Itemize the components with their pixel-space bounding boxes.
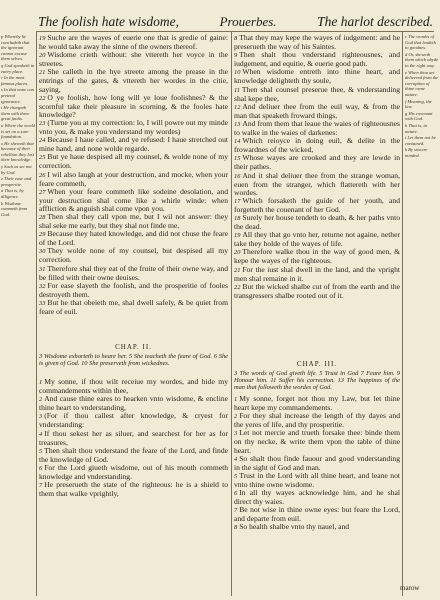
chapter-heading-left: CHAP. II. [115,343,152,351]
verse [39,481,228,498]
verse [39,247,228,264]
verse [234,34,400,51]
verse-text: Then shalt thou vnderstand righteousnes, and iudgement, and equitie, & euerie good path. [234,50,400,69]
verse-text: (For if thou callest after knowledge, & cryest for vnderstanding: [39,411,228,430]
verse-number: 4 [39,430,43,438]
verse [39,136,228,153]
verse [39,51,228,68]
verse-number: 1 [39,379,43,386]
verse-text: Which reioyce in doing euil, & delite in the frowardnes of the wicked, [234,136,400,155]
running-header [38,0,433,30]
margin-note: h That is, in nature. [405,122,427,134]
verse-text: My sonne, if thou wilt receiue my wordes, and hide my commandements within thee, [39,378,228,396]
margin-note: y Such as set not by God. [1,164,32,175]
header-book-title: Prouerbes. [219,14,277,29]
verse-number: 3 [39,413,43,421]
verse-number: 10 [234,69,241,77]
verse-number: 2 [39,396,43,404]
verse [39,119,228,136]
verse-text: Wisdome crieth without: she vttereth her voyce in the streetes. [39,50,228,69]
catchword: marow [400,584,420,592]
verse-text: When wisdome entreth into thine heart, and knowledge delighteth thy soule, [234,67,400,86]
verse-text: Trust in the Lord with all thine heart, and leane not vnto thine owne wisdome. [234,470,400,489]
verse-number: 8 [234,524,238,532]
verse-number: 7 [234,507,238,515]
margin-note: c The wordes of God that leadeth to goodnes. [405,34,436,51]
verse-text: Which forsaketh the guide of her youth, and forgetteth the couenant of her God. [234,195,400,214]
margin-note: r In the most famous places. [1,75,29,86]
chapter-summary-left: 3 Wisdome exhorteth to heare her. 5 She teacheth the feare of God. 6 She is given of God. 10 She preserveth from wickednes. [39,353,228,367]
header-right-title: The harlot described. [317,14,433,29]
verse [234,283,400,300]
verse-text: For the iust shal dwell in the land, and the vpright men shal remaine in it. [234,264,400,283]
header-rule [36,31,434,32]
verse [234,429,400,454]
verse-number: 21 [234,266,241,274]
verse-number: 6 [234,490,238,498]
margin-note: g His covenant with God. [405,110,433,122]
verse-text: And deliuer thee from the euil way, & from the man that speaketh froward things, [234,101,400,120]
right-column-verses-bottom [234,395,400,585]
margin-note: a That is, by diligence. [1,188,24,200]
verse-text: All they that go vnto her, returne not againe, nether take they holde of the wayes of life. [234,230,400,249]
verse-text: Because they hated knowledge, and did not chuse the feare of the Lord. [39,229,228,248]
margin-note: d Or, sheweth them which abyde in the right way. [405,51,439,68]
verse [234,266,400,283]
verse [234,172,400,197]
verse-text: O ye foolish, how long will ye loue foolishnes? & the scornful take their pleasure in scorning, & the fooles hate knowledge? [39,92,228,119]
verse [234,506,400,523]
verse [39,395,228,412]
verse [39,94,228,119]
verse-text: For the Lord giueth wisdome, out of his mouth commeth knowledge and vnderstanding. [39,462,228,482]
verse [234,472,400,489]
verse-text: They wolde none of my counsel, but despised all my correction. [39,246,228,265]
verse-text: Suche are the wayes of euerie one that is gredie of gaine: he would take away the sinne of the owners thereof. [39,34,228,52]
verse-text: I wil also laugh at your destruction, and mocke, when your feare commeth, [39,169,228,188]
verse [234,412,400,429]
verse [234,68,400,85]
margin-note: t He chargeth them with three great faults. [1,105,30,122]
left-column-verses-bottom [39,378,228,590]
verse [234,214,400,231]
verse-text: For they shal increase the length of thy dayes and the yeres of life, and thy prosperitie. [234,411,400,430]
verse [234,86,400,103]
verse [39,282,228,299]
verse-number: 33 [39,299,46,307]
verse [234,51,400,68]
verse [234,103,400,120]
verse [234,154,400,171]
verse-number: 9 [234,52,238,60]
verse [234,395,400,412]
right-margin-rule [402,31,403,596]
verse-text: If thou sekest her as siluer, and searchest for her as for treasures, [39,428,228,447]
verse-number: 24 [39,137,46,145]
verse [39,230,228,247]
verse-text: Whose wayes are crooked and they are lewde in their pathes. [234,153,400,172]
verse [39,447,228,464]
margin-note: b Wisdome commeth from God. [1,200,28,217]
verse [39,188,228,213]
verse-text: That they may kepe the wayes of iudgement: and he preserueth the way of his Saintes. [234,34,400,52]
chapter-summary-right: 3 The words of God giveth life. 5 Trust in God 7 Feare him. 9 Honour him. 11 Suffer his correction. 13 The happines of the man that followeth the wordes of God. [234,370,400,391]
left-margin-rule [36,31,37,596]
verse-number: 17 [234,197,241,205]
verse-text: But the wicked shalbe cut of from the earth and the transgressers shalbe rooted out of it. [234,281,400,300]
verse [234,197,400,214]
verse-number: 12 [234,103,241,111]
verse-number: 32 [39,282,46,290]
verse [234,523,400,532]
verse [234,248,400,265]
verse-text: But he that obeieth me, shal dwell safely, & be quiet from feare of euil. [39,297,228,316]
verse-number: 22 [234,283,241,291]
verse-number: 25 [39,154,46,162]
verse-text: Therefore shal they eat of the fruite of their owne way, and be filled with their owne deuises. [39,263,228,282]
verse-number: 30 [39,248,46,256]
verse [234,231,400,248]
verse-number: 11 [234,86,240,94]
verse-number: 20 [39,52,46,60]
verse-number: 14 [234,138,241,146]
verse-text: And from them that leaue the waies of righteousnes to walke in the waies of darkenes: [234,118,400,138]
right-margin-notes [405,34,439,590]
verse-number: 13 [234,120,241,128]
column-divider [231,31,232,596]
verse-text: Surely her house tendeth to death, & her paths vnto the dead. [234,212,400,232]
verse [39,213,228,230]
verse-number: 18 [234,214,241,222]
verse-number: 4 [234,455,238,463]
verse-text: So shalt thou finde fauour and good vnderstanding in the sight of God and man. [234,453,400,472]
verse-text: So health shalbe vnto thy nauel, and [239,522,350,532]
verse [39,153,228,170]
left-column-verses-top [39,34,228,339]
margin-note: k By sincere minded. [405,147,428,158]
right-column-verses-top [234,34,400,356]
margin-note: q God speaketh in euery place. [1,62,35,74]
margin-note: f Meaning, the law. [405,98,432,110]
verse-number: 7 [39,482,43,490]
verse [39,171,228,188]
margin-note: s In that none can pretend ignorance. [1,87,34,104]
verse-text: And cause thine eares to hearken vnto wisdome, & encline thine heart to vnderstanding, [39,394,228,413]
verse-number: 1 [234,396,238,403]
verse-text: He preserueth the state of the righteous: he is a shield to them that walke vprightly, [39,480,228,499]
verse-text: Be not wise in thine owne eyes: but feare the Lord, and departe from euil. [234,505,400,524]
verse-number: 29 [39,231,46,239]
verse-text: She calleth in the hye streete among the prease in the entrings of the gates, & vttereth her wordes in the citie, saying, [39,67,228,94]
margin-note: e When thou art delivered from the corruption of thine owne nature. [405,69,439,97]
verse [39,412,228,429]
header-left-title: The foolish hate wisdome, [38,14,179,29]
verse-text: (Turne you at my correction: lo, I will powre out my minde vnto you, & make you vnderstand my wordes) [39,117,228,137]
verse-text: My sonne, forget not thou my Law, but let thine heart kepe my commandements. [234,395,400,413]
verse-number: 23 [39,119,46,127]
verse-number: 26 [39,171,46,179]
verse [39,68,228,93]
verse-number: 20 [234,249,241,257]
verse [39,299,228,316]
verse-text: Then shal they call vpon me, but I wil not answer: they shal seke me early, but they shal not finde me, [39,211,228,231]
left-margin-notes [1,34,35,590]
verse-number: 15 [234,155,241,163]
verse-text: Because I haue called, and ye refused: I haue stretched out mine hand, and none wolde regarde. [39,135,228,154]
verse-number: 19 [39,35,46,42]
verse-number: 28 [39,213,46,221]
verse [39,430,228,447]
verse-text: Therefore walke thou in the way of good men, & kepe the wayes of the righteous. [234,247,400,266]
verse-number: 6 [39,464,43,472]
verse [234,120,400,137]
verse [39,34,228,51]
verse-number: 2 [234,413,238,421]
margin-note: x He sheweth that because of their rebellion they lost their knowledge. [1,140,34,163]
chapter-heading-right: CHAP. III. [296,360,338,368]
verse-number: 31 [39,265,46,273]
verse-number: 3 [234,430,238,438]
verse [39,378,228,395]
verse [234,455,400,472]
verse [234,489,400,506]
verse-number: 5 [234,472,238,480]
verse-text: And it shal deliuer thee from the strange woman, euen from the stranger, which flattereth with her wordes. [234,170,400,197]
margin-note: p Whereby he concludeth that the ignorant cannot excuse them selves. [1,34,30,62]
verse-number: 5 [39,447,43,455]
verse-text: When your feare commeth like sodeine desolation, and your destruction shal come like a whirle winde: when affliction & anguish shal come vpon you. [39,186,228,213]
verse-text: Then shalt thou vnderstand the feare of the Lord, and finde the knowledge of God. [39,445,228,464]
verse-text: In all thy wayes acknowledge him, and he shal direct thy waies. [234,488,400,507]
verse-number: 8 [234,35,238,42]
verse [234,137,400,154]
verse-number: 21 [39,69,46,77]
verse [39,265,228,282]
margin-note: z Their ease and prosperitie. [1,176,32,187]
verse-number: 22 [39,94,46,102]
verse-number: 16 [234,172,241,180]
verse-text: But ye haue despised all my counsel, & wolde none of my correction. [39,152,228,171]
verse-text: For ease slayeth the foolish, and the prosperitie of fooles destroyeth them. [39,280,228,299]
verse-number: 27 [39,188,46,196]
verse-text: Let not mercie and trueth forsake thee: binde them on thy necke, & write them vpon the table of thine heart. [234,428,400,455]
verse-text: Then shal counsel preserue thee, & vnderstanding shal kepe thee, [234,84,400,103]
margin-note: i Let them not be contained. [405,135,436,146]
margin-note: u Where the world is set on a sure foundation. [1,122,35,140]
verse-number: 19 [234,232,241,240]
verse [39,464,228,481]
